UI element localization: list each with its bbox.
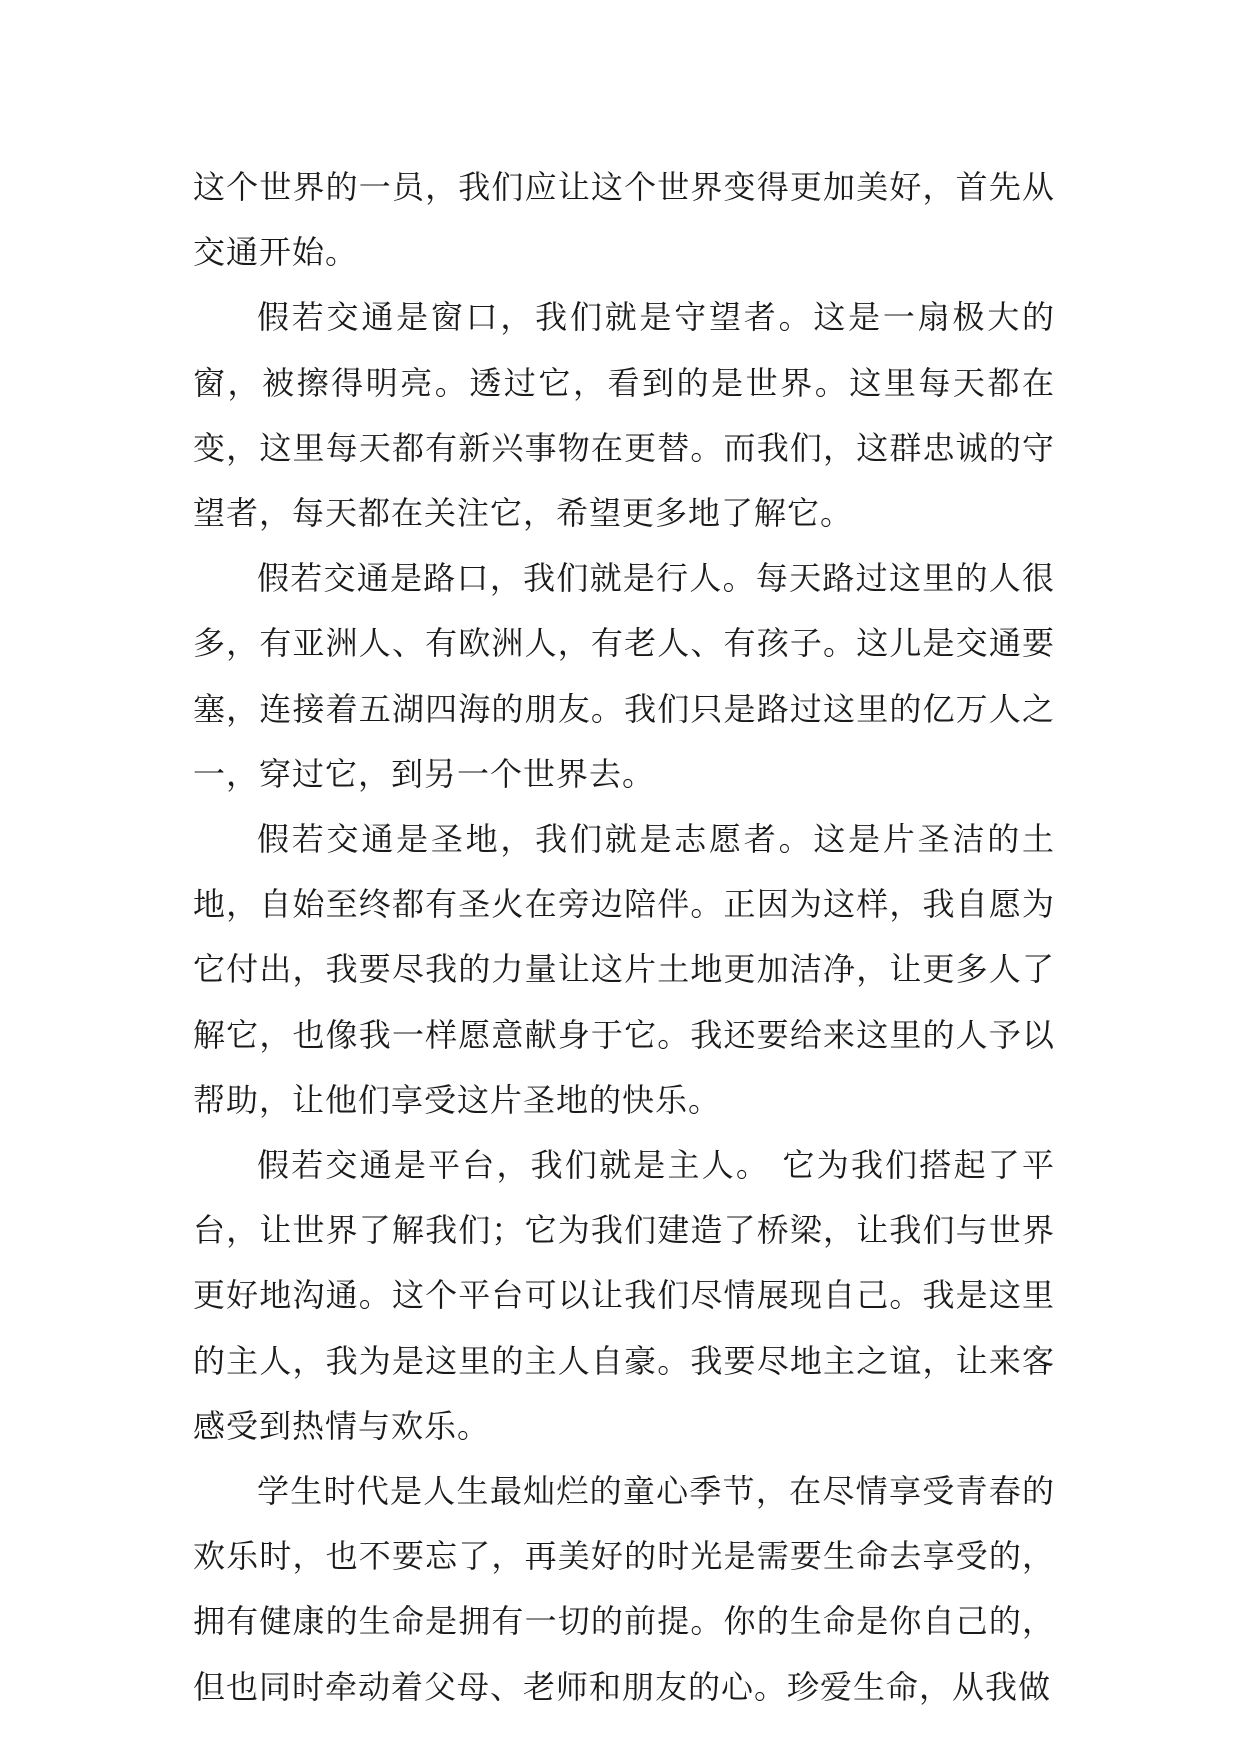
- paragraph-2: 假若交通是窗口，我们就是守望者。这是一扇极大的窗，被擦得明亮。透过它，看到的是世界。这里每天都在变，这里每天都有新兴事物在更替。而我们，这群忠诚的守望者，每天都在关注它，希望更多地了解它。: [193, 298, 1055, 533]
- paragraph-4: 假若交通是圣地，我们就是志愿者。这是片圣洁的土地，自始至终都有圣火在旁边陪伴。正因为这样，我自愿为它付出，我要尽我的力量让这片土地更加洁净，让更多人了解它，也像我一样愿意献身于它。我还要给来这里的人予以帮助，让他们享受这片圣地的快乐。: [193, 820, 1055, 1119]
- paragraph-3: 假若交通是路口，我们就是行人。每天路过这里的人很多，有亚洲人、有欧洲人，有老人、有孩子。这儿是交通要塞，连接着五湖四海的朋友。我们只是路过这里的亿万人之一，穿过它，到另一个世界去。: [193, 559, 1055, 793]
- paragraph-5: 假若交通是平台，我们就是主人。 它为我们搭起了平台，让世界了解我们；它为我们建造了桥梁，让我们与世界更好地沟通。这个平台可以让我们尽情展现自己。我是这里的主人，我为是这里的主人自豪。我要尽地主之谊，让来客感受到热情与欢乐。: [193, 1146, 1055, 1445]
- paragraph-6: 学生时代是人生最灿烂的童心季节，在尽情享受青春的欢乐时，也不要忘了，再美好的时光是需要生命去享受的，拥有健康的生命是拥有一切的前提。你的生命是你自己的，但也同时牵动着父母、老师和朋友的心。珍爱生命，从我做: [193, 1472, 1055, 1706]
- paragraph-1: 这个世界的一员，我们应让这个世界变得更加美好，首先从交通开始。: [193, 168, 1055, 272]
- body-text: [193, 155, 1055, 1720]
